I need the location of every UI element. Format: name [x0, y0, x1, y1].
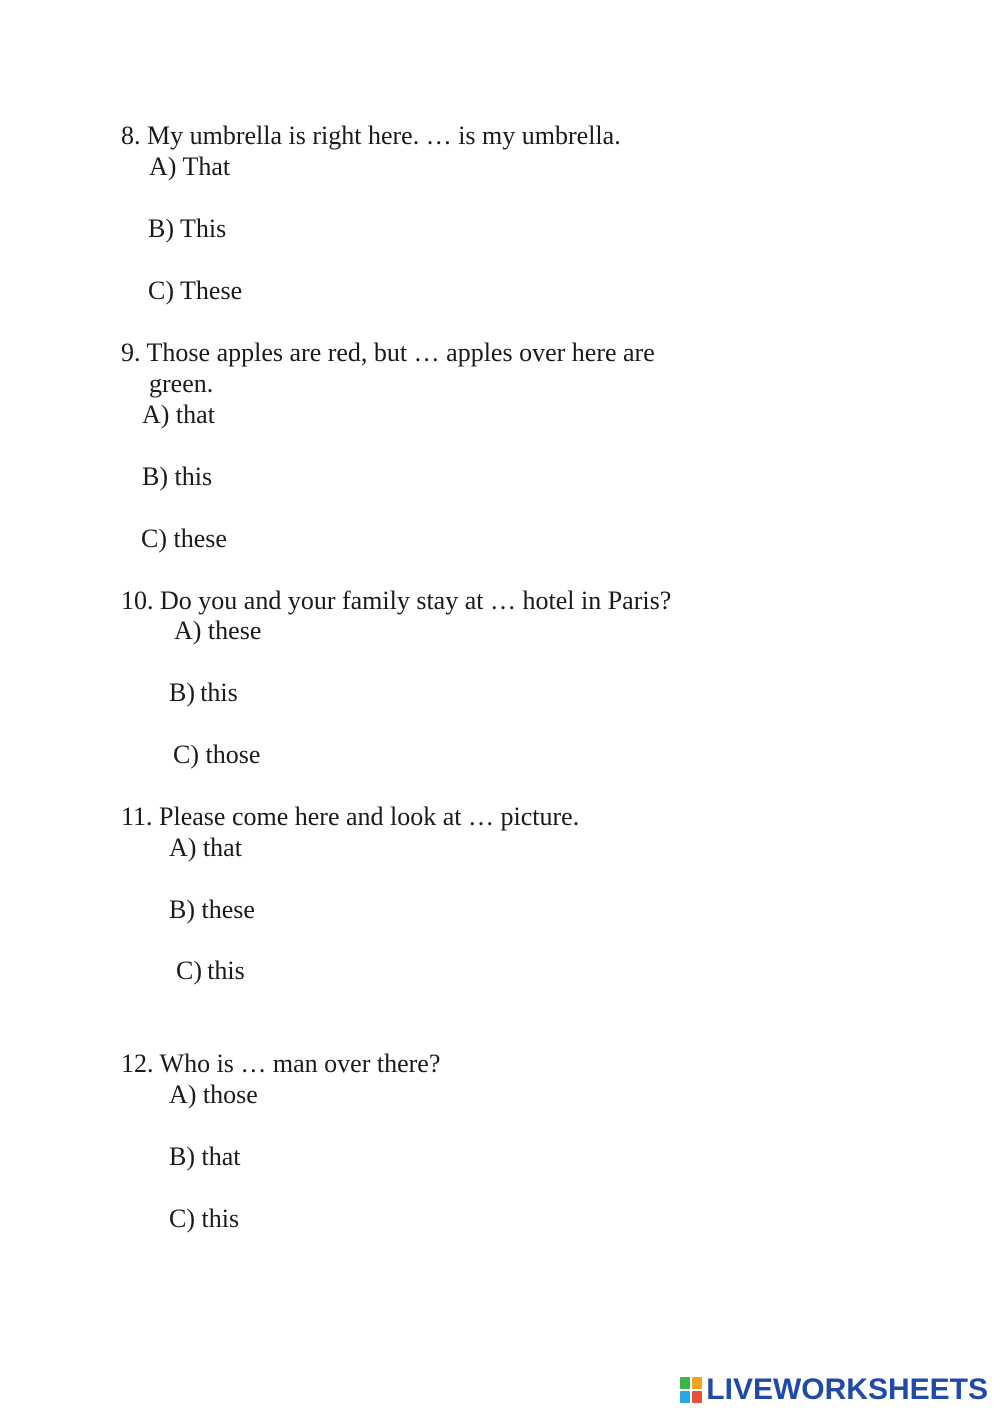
question-12-option-c[interactable]: C) this — [169, 1204, 240, 1233]
question-8-option-a[interactable]: A) That — [149, 152, 231, 181]
liveworksheets-logo — [680, 1374, 988, 1406]
question-12-stem: 12. Who is … man over there? — [121, 1049, 441, 1078]
question-8-option-c[interactable]: C) These — [148, 276, 243, 305]
question-10-option-b[interactable]: B) this — [169, 678, 238, 707]
question-9-option-c[interactable]: C) these — [141, 524, 227, 553]
question-12-option-b[interactable]: B) that — [169, 1142, 241, 1171]
question-8-stem: 8. My umbrella is right here. … is my umbrella. — [121, 121, 621, 150]
question-11-option-a[interactable]: A) that — [169, 833, 242, 862]
question-11-option-b[interactable]: B) these — [169, 895, 255, 924]
question-10-option-c[interactable]: C) those — [173, 740, 261, 769]
question-10-stem: 10. Do you and your family stay at … hotel in Paris? — [121, 586, 672, 615]
question-8-option-b[interactable]: B) This — [148, 214, 227, 243]
question-11-option-c[interactable]: C) this — [176, 956, 245, 985]
question-11-stem: 11. Please come here and look at … picture. — [121, 802, 580, 831]
question-12-option-a[interactable]: A) those — [169, 1080, 258, 1109]
question-9-option-a[interactable]: A) that — [142, 400, 215, 429]
question-10-option-a[interactable]: A) these — [174, 616, 262, 645]
question-9-option-b[interactable]: B) this — [142, 462, 213, 491]
liveworksheets-mark-icon — [680, 1377, 702, 1403]
liveworksheets-brand-text: LIVEWORKSHEETS — [706, 1373, 988, 1406]
question-9-stem: 9. Those apples are red, but … apples over here are — [121, 338, 655, 367]
question-9-stem-continued: green. — [149, 369, 214, 398]
